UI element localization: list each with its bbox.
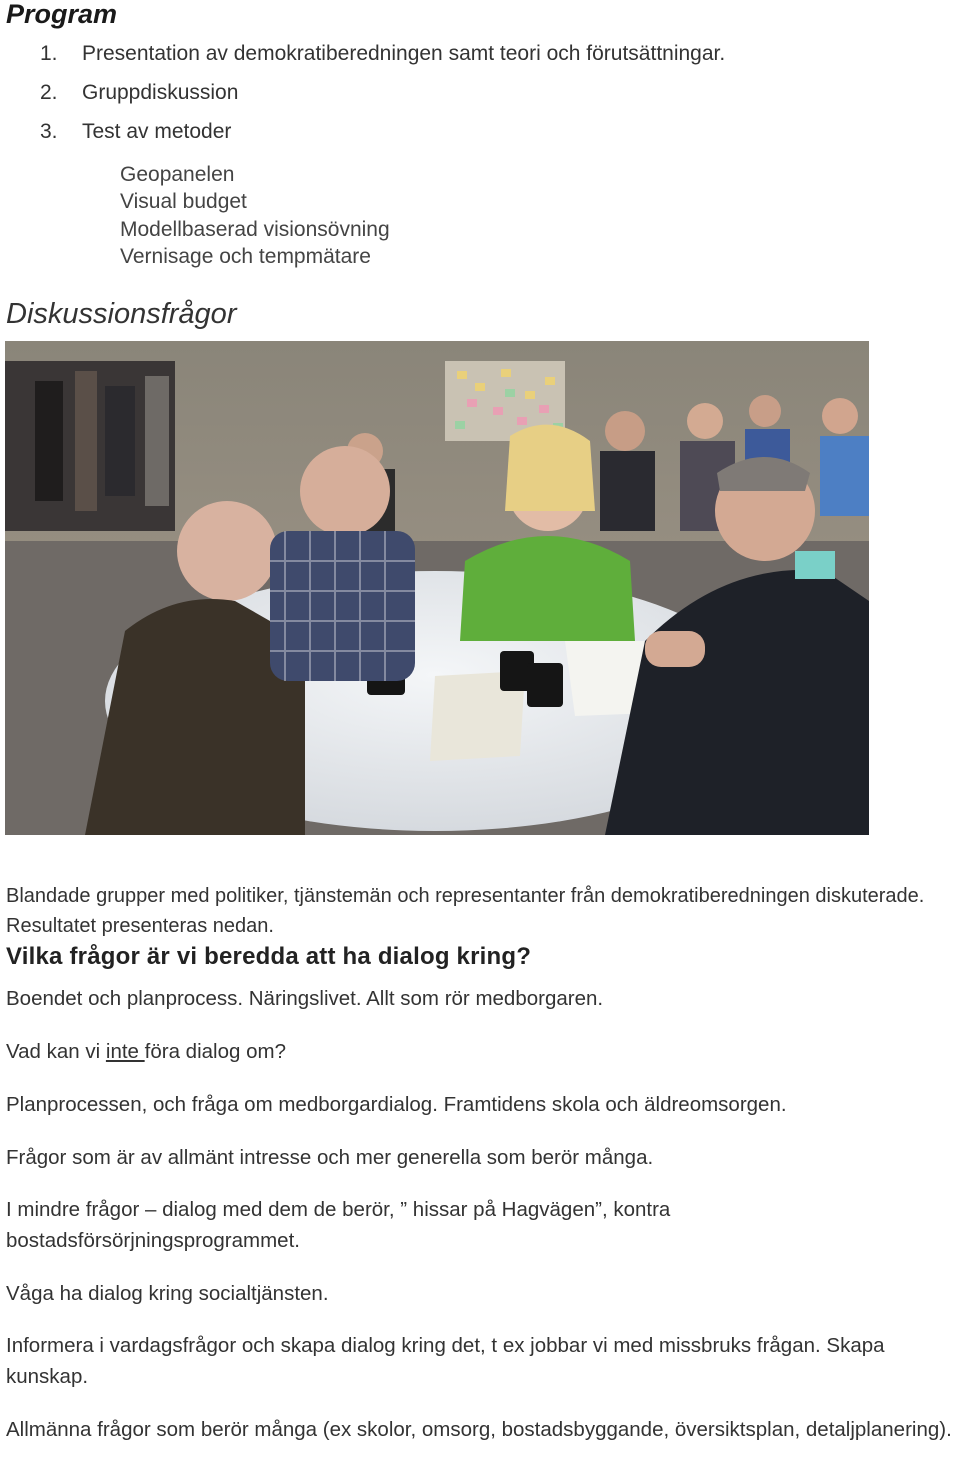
program-item-text: Presentation av demokratiberedningen samt teori och förutsättningar. xyxy=(82,42,726,65)
question-two xyxy=(6,1036,956,1067)
methods-list xyxy=(120,161,390,270)
program-item-text: Test av metoder xyxy=(82,120,232,143)
method-item: Vernisage och tempmätare xyxy=(120,244,371,268)
program-item-number: 2. xyxy=(40,81,58,104)
program-item-number: 1. xyxy=(40,42,58,65)
method-item: Geopanelen xyxy=(120,163,235,186)
answer-paragraph: Allmänna frågor som berör många (ex skolor, omsorg, bostadsbyggande, översiktsplan, detaljplanering). xyxy=(6,1418,952,1441)
group-discussion-photo xyxy=(5,341,869,835)
method-item: Visual budget xyxy=(120,190,247,214)
question-two-emphasis: inte xyxy=(105,1040,145,1063)
program-heading: Program xyxy=(6,0,118,29)
answer-paragraph: Planprocessen, och fråga om medborgardialog. Framtidens skola och äldreomsorgen. xyxy=(6,1093,787,1116)
question-two-start: Vad kan vi xyxy=(6,1040,106,1063)
question-two-end: föra dialog om? xyxy=(144,1040,286,1063)
program-item xyxy=(40,40,725,79)
program-list xyxy=(40,40,725,157)
program-item xyxy=(40,79,725,118)
answer-paragraph: Boendet och planprocess. Näringslivet. Allt som rör medborgaren. xyxy=(6,987,604,1010)
discussion-heading: Diskussionsfrågor xyxy=(6,298,237,330)
program-item-number: 3. xyxy=(40,120,58,143)
answer-paragraph: Informera i vardagsfrågor och skapa dialog kring det, t ex jobbar vi med missbruks frågan. Skapa kunskap. xyxy=(6,1334,885,1388)
answer-paragraph: Frågor som är av allmänt intresse och mer generella som berör många. xyxy=(6,1146,654,1169)
method-item: Modellbaserad visionsövning xyxy=(120,217,390,241)
program-item-text: Gruppdiskussion xyxy=(82,81,239,104)
answer-paragraph: I mindre frågor – dialog med dem de berör, ” hissar på Hagvägen”, kontra bostadsförsörjningsprogrammet. xyxy=(6,1198,671,1252)
answer-paragraph: Våga ha dialog kring socialtjänsten. xyxy=(6,1282,329,1305)
program-item xyxy=(40,118,725,157)
question-heading: Vilka frågor är vi beredda att ha dialog kring? xyxy=(6,943,532,970)
photo-caption: Blandade grupper med politiker, tjänstemän och representanter från demokratiberedningen diskuterade. Resultatet presenteras nedan. xyxy=(6,885,925,937)
